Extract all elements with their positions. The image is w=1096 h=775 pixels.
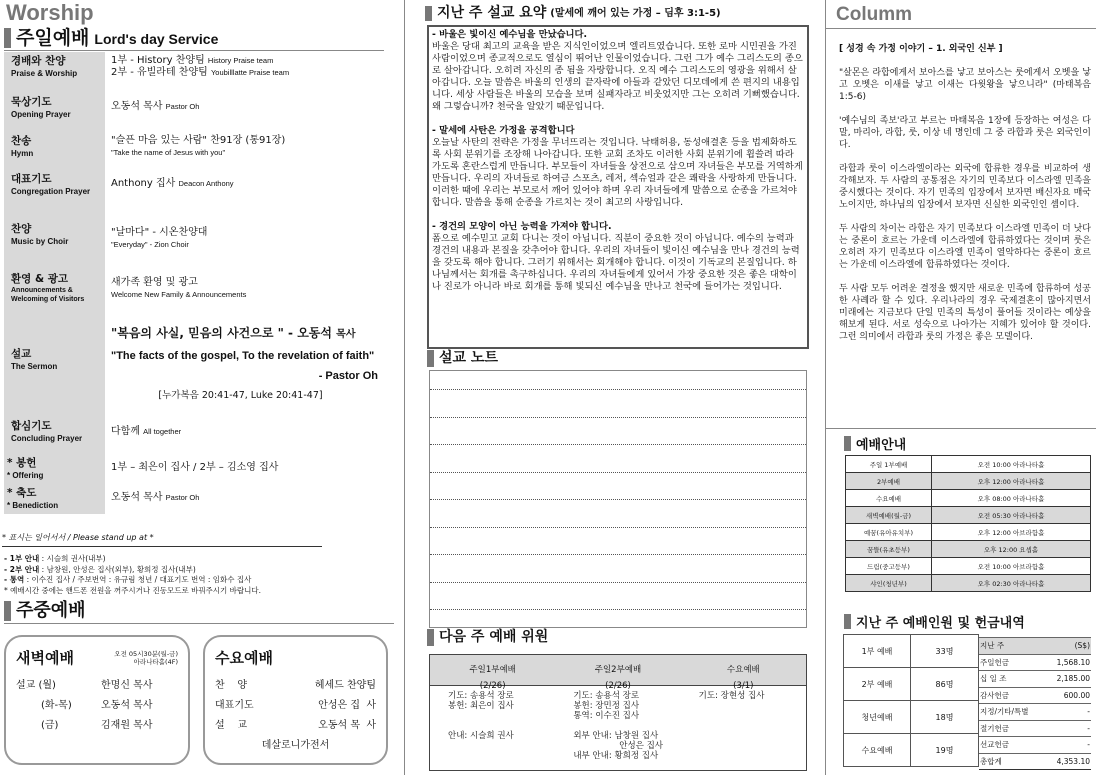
- sermon-preacher: - Pastor Oh: [318, 370, 378, 382]
- order-value: 1부 - History 찬양팀: [111, 55, 208, 66]
- order-row: [4, 132, 400, 170]
- article-paragraph: "살몬은 라합에게서 보아스를 낳고 보아스는 룻에게서 오벳을 낳고 오벳은 이새를 낳고 이새는 다윗왕을 낳으니라" (마태복음 1:5-6): [839, 68, 1091, 102]
- order-label-en: Congregation Prayer: [11, 187, 91, 196]
- service-info-heading: 예배안내: [844, 434, 906, 453]
- lords-day-en: Lord's day Service: [94, 31, 219, 47]
- table-row: 드림(중고등부) 오전 10:00 아브라함홀: [846, 558, 1091, 575]
- note-line: [430, 582, 806, 583]
- note-line: [430, 554, 806, 555]
- dawn-row: 설교 (월) 한명신 목사: [16, 680, 153, 691]
- order-label-en: Hymn: [11, 149, 34, 158]
- next-week-cell: 기도: 송용석 장로 봉헌: 장민정 집사 통역: 이수진 집사 외부 안내: 남창원 집사 안성은 집사 내부 안내: 황희정 집사: [573, 691, 664, 761]
- order-value: "슬픈 마음 있는 사람" 찬91장 (통91장): [111, 135, 286, 146]
- heading-bar-icon: [844, 614, 851, 629]
- heading-bar-icon: [4, 601, 11, 621]
- heading-bar-icon: [427, 350, 434, 367]
- note-line: [430, 417, 806, 418]
- note-line: [430, 472, 806, 473]
- wednesday-service-title: 수요예배: [215, 649, 273, 667]
- column-title: Columm: [836, 4, 912, 25]
- order-row: [4, 454, 400, 484]
- dawn-service-time: 오전 05시30분(월-금) 아라나타홀(4F): [114, 650, 178, 666]
- order-value-en: Deacon Anthony: [178, 179, 234, 188]
- heading-bar-icon: [425, 6, 432, 21]
- sermon-notes-area[interactable]: [429, 370, 807, 628]
- total-row: 총합계 4,353.10: [979, 753, 1091, 770]
- article-title: [ 성경 속 가정 이야기 – 1. 외국인 신부 ]: [839, 44, 1003, 54]
- note-item: - 1부 안내 : 시슬희 권사(내부): [4, 554, 106, 563]
- order-value-en: Welcome New Family & Announcements: [111, 290, 247, 299]
- summary-subtitle: (말세에 깨어 있는 가정 – 딤후 3:1-5): [550, 8, 721, 19]
- order-row: [4, 412, 400, 454]
- sermon-title-kr: "복음의 사실, 믿음의 사건으로 " - 오동석: [111, 326, 337, 340]
- order-label-kr: 찬송: [11, 135, 32, 147]
- table-row: 샤인(청년부) 오후 02:30 아라나타홀: [846, 575, 1091, 592]
- order-label-kr: 묵상기도: [11, 96, 52, 108]
- sermon-notes-heading: 설교 노트: [427, 350, 498, 367]
- dawn-row: (화-목) 오동석 목사: [41, 700, 153, 711]
- wednesday-service-box: [203, 635, 388, 765]
- next-week-column-header: 주일1부예배 (2/26): [469, 665, 516, 691]
- order-value: 다함께: [111, 426, 144, 437]
- next-week-column-header: 주일2부예배 (2/26): [594, 665, 642, 691]
- note-line: [430, 444, 806, 445]
- divider: [826, 428, 1096, 429]
- table-row: 절기헌금 -: [979, 720, 1091, 737]
- offering-table: [979, 637, 1091, 770]
- table-row: 2부 예배 86명: [844, 668, 979, 701]
- table-row: 청년예배 18명: [844, 701, 979, 734]
- order-value-en: "Everyday" - Zion Choir: [111, 240, 189, 249]
- order-label-en: The Sermon: [11, 362, 58, 371]
- next-week-cell: 기도: 송용석 장로 봉헌: 최은이 집사 안내: 시슬희 권사: [448, 691, 514, 741]
- order-label-en: Music by Choir: [11, 237, 69, 246]
- lords-day-heading: [4, 28, 384, 51]
- article-paragraph: 두 사람의 차이는 라합은 자기 민족보다 이스라엘 민족이 더 낫다는 중론이 흐르는 가운데 이스라엘에 합류하였다는 것이며 룻은 오히려 자기 민족보다 이스라엘 민족이 열악하다는 중론이 흐르는 가운데 이스라엘에 합류하였다는 것이다.: [839, 224, 1091, 270]
- order-row: [4, 209, 400, 263]
- order-of-service: [4, 52, 400, 514]
- stand-up-note: * 표시는 일어서서 / Please stand up at *: [2, 532, 322, 547]
- order-label-kr: * 봉헌: [7, 457, 37, 469]
- next-week-table: [429, 654, 807, 771]
- order-value-en: Youbilllatte Praise team: [210, 68, 290, 77]
- sermon-summary: [427, 25, 809, 349]
- table-row: 2부예배 오후 12:00 아라나타홀: [846, 473, 1091, 490]
- table-header: 지난 주 (S$): [979, 638, 1091, 655]
- table-row: 십 일 조 2,185.00: [979, 671, 1091, 688]
- service-notes: [4, 554, 261, 596]
- order-row: [4, 484, 400, 514]
- note-item: - 2부 안내 : 남창원, 안성은 집사(외부), 황희정 집사(내부): [4, 564, 196, 574]
- order-value: 2부 - 유빌라테 찬양팀: [111, 67, 211, 78]
- order-label-en: Concluding Prayer: [11, 434, 83, 443]
- worship-title: Worship: [6, 0, 94, 25]
- wednesday-row: 설 교 오동석 목 사: [215, 720, 376, 731]
- sermon-row: [4, 318, 400, 412]
- table-row: 1부 예배 33명: [844, 635, 979, 668]
- wednesday-row: 찬 양 헤세드 찬양팀: [215, 680, 376, 691]
- summary-heading: 지난 주 설교 요약 (말세에 깨어 있는 가정 – 딤후 3:1-5): [425, 5, 721, 21]
- wednesday-scripture: 데살로니가전서: [261, 740, 330, 751]
- order-value-en: Pastor Oh: [165, 493, 200, 502]
- summary-paragraph: - 경건의 모양이 아닌 능력을 가져야 합니다. 폼으로 예수믿고 교회 다니는 것이 아닙니다. 직분이 중요한 것이 아닙니다. 예수의 능력과 경건의 내용과 본질을 갖추어야 합니다. 우리의 자녀들이 빛이신 예수님을 만나 경건의 능력을 갖도록 해야 합니다. 그러기 위해서는 회개해야 합니다. 이것이 기독교의 본질입니다. 하나님께서는 회개를 촉구하십니다. 우리의 자녀들에게 있어서 가장 중요한 것은 좋은 대학이나 진로가 아니라 바로 회개를 통해 빛되신 예수님을 만나고 천국에 들어가는 것입니다.: [432, 221, 800, 292]
- heading-bar-icon: [427, 629, 434, 646]
- article-paragraph: 두 사람 모두 어려운 결정을 했지만 새로운 민족에 합류하여 성공한 사례라 할 수 있다. 우리나라의 경우 국제결혼이 많아지면서 미래에는 지금보다 단일 민족의 특성이 풀어들 것이라는 예상을 해보게 된다. 서로 성숙으로 나아가는 지혜가 있어야 할 것이다. 그런 의미에서 라합과 룻의 가정은 좋은 모델이다.: [839, 284, 1091, 342]
- column-article: [839, 43, 1091, 355]
- order-row: [4, 263, 400, 318]
- sermon-title-en: "The facts of the gospel, To the revelation of faith": [111, 350, 375, 362]
- order-label-en: Praise & Worship: [11, 69, 78, 78]
- order-label-en: Opening Prayer: [11, 110, 71, 119]
- lords-day-kr: 주일예배: [16, 27, 90, 49]
- note-item: - 통역 : 이수진 집사 / 주보번역 : 유규림 청년 / 대표기도 번역 : 임화수 집사: [4, 575, 252, 584]
- weekday-services-heading: 주중예배: [4, 601, 394, 624]
- wednesday-row: 대표기도 안성은 집 사: [215, 700, 376, 711]
- order-value: Anthony 집사: [111, 178, 179, 189]
- order-label-kr: 환영 & 광고: [11, 273, 69, 285]
- order-value: "날마다" - 시온찬양대: [111, 227, 208, 238]
- order-value: 새가족 환영 및 광고: [111, 277, 198, 288]
- next-week-heading: 다음 주 예배 위원: [427, 629, 548, 646]
- dawn-service-title: 새벽예배: [16, 649, 74, 667]
- worship-column: [0, 0, 404, 775]
- order-row: [4, 170, 400, 209]
- table-row: 수요예배 19명: [844, 734, 979, 767]
- order-value-en: Pastor Oh: [165, 102, 200, 111]
- table-row: 예꿈(유아유치부) 오후 12:00 아브라함홀: [846, 524, 1091, 541]
- dawn-row: (금) 김재원 목사: [41, 720, 153, 731]
- table-row: 주일헌금 1,568.10: [979, 654, 1091, 671]
- summary-paragraph: - 말세에 사탄은 가정을 공격합니다 오늘날 사탄의 전략은 가정을 무너뜨리는 것입니다. 낙태허용, 동성애결혼 등을 법제화하도록 사회 분위기를 조장해 나아갑니다. 또한 교회 조차도 이러한 사회 분위기에 휩쓸려 따라 가도록 혼란스럽게 만듭니다. 부모들이 자녀들을 상전으로 삼으며 자녀들은 부모를 거역하게 만듭니다. 우리의 자녀들로 하여금 스포츠, 레저, 섹슈얼과 같은 쾌락을 사랑하게 만듭니다. 이러한 때에 우리는 부모로서 깨어 있어야 하며 우리 자녀들에게 말씀으로 순종을 가르쳐야 합니다. 말씀을 통해 순종을 가르치는 것이 최고의 사랑입니다.: [432, 125, 803, 208]
- table-row: 지정/기타/특별 -: [979, 704, 1091, 721]
- sermon-scripture: [누가복음 20:41-47, Luke 20:41-47]: [158, 390, 323, 401]
- dawn-service-box: [4, 635, 190, 765]
- column-section: [825, 0, 1096, 775]
- order-label-en: * Offering: [7, 471, 44, 480]
- note-line: [430, 609, 806, 610]
- order-value-en: All together: [143, 427, 182, 436]
- note-line: [430, 389, 806, 390]
- sermon-pastor-title: 목사: [336, 329, 356, 340]
- order-value: 오동석 목사: [111, 492, 166, 503]
- article-paragraph: '예수님의 족보'라고 부르는 마태복음 1장에 등장하는 여성은 다말, 마리아, 라합, 룻, 이상 네 명인데 그 중 라합과 룻은 외국인이다.: [839, 116, 1091, 150]
- order-value-en: "Take the name of Jesus with you": [111, 148, 226, 157]
- order-label-kr: 대표기도: [11, 173, 52, 185]
- order-row: [4, 93, 400, 132]
- table-row: 선교헌금 -: [979, 737, 1091, 754]
- sermon-column: [404, 0, 824, 775]
- order-label-kr: 설교: [11, 348, 32, 360]
- note-line: [430, 527, 806, 528]
- table-row: 주일 1부예배 오전 10:00 아라나타홀: [846, 456, 1091, 473]
- heading-bar-icon: [844, 436, 851, 451]
- next-week-cell: 기도: 장현성 집사: [698, 691, 765, 701]
- order-value: 오동석 목사: [111, 101, 166, 112]
- attendance-table: [843, 634, 979, 767]
- order-value: 1부 – 최은이 집사 / 2부 – 김소영 집사: [111, 462, 279, 473]
- order-label-kr: 합심기도: [11, 420, 52, 432]
- article-paragraph: 라합과 룻이 이스라엘이라는 외국에 합류한 경우를 비교하여 생각해보자. 두 사람의 공통점은 자기의 민족보다 이스라엘 민족을 중시했다는 것이다. 자기 민족의 입장에서 보자면 배신자요 매국노이지만, 하나님의 입장에서 보자면 신실한 외국인인 셈이다.: [839, 164, 1091, 210]
- stats-heading: 지난 주 예배인원 및 헌금내역: [844, 612, 1025, 631]
- table-row: 수요예배 오후 08:00 아라나타홀: [846, 490, 1091, 507]
- table-row: 꿈뜰(유초등부) 오후 12:00 요셉홀: [846, 541, 1091, 558]
- order-label-en: Announcements & Welcoming of Visitors: [11, 287, 85, 303]
- heading-bar-icon: [4, 28, 11, 48]
- table-row: 새벽예배(월-금) 오전 05:30 아라나타홀: [846, 507, 1091, 524]
- order-label-kr: 경배와 찬양: [11, 55, 66, 67]
- order-value-en: History Praise team: [207, 56, 274, 65]
- divider: [826, 28, 1096, 29]
- note-item: * 예배시간 중에는 핸드폰 전원을 꺼주시거나 진동모드로 바꿔주시기 바랍니다.: [4, 585, 262, 595]
- service-info-table: [845, 455, 1091, 592]
- note-line: [430, 499, 806, 500]
- next-week-column-header: 수요예배 (3/1): [726, 665, 760, 691]
- table-row: 감사헌금 600.00: [979, 687, 1091, 704]
- summary-paragraph: - 바울은 빛이신 예수님을 만났습니다. 바울은 당대 최고의 교육을 받은 지식인이었으며 엘리트였습니다. 또한 로마 시민권을 가진 사람이었으며 종교적으로도 열심이 뛰어난 인물이었습니다. 그런 그가 예수 그리스도의 종으로 살아갑니다. 오히려 자신의 종 됨을 자랑합니다. 오직 예수 그리스도의 영광을 위해서 살아갑니다. 오늘 말씀은 바울의 인생의 끝자락에 아들과 같았던 디모데에게 쓴 편지의 내용입니다. 세상 사람들은 바울의 모습을 보며 실패자라고 비웃었지만 그는 오히려 기뻐했습니다. 왜 그렇습니까? 천국을 알았기 때문입니다.: [432, 29, 803, 112]
- order-label-en: * Benediction: [7, 501, 59, 510]
- order-label-kr: 찬양: [11, 223, 32, 235]
- order-label-kr: * 축도: [7, 487, 37, 499]
- order-row: [4, 52, 400, 93]
